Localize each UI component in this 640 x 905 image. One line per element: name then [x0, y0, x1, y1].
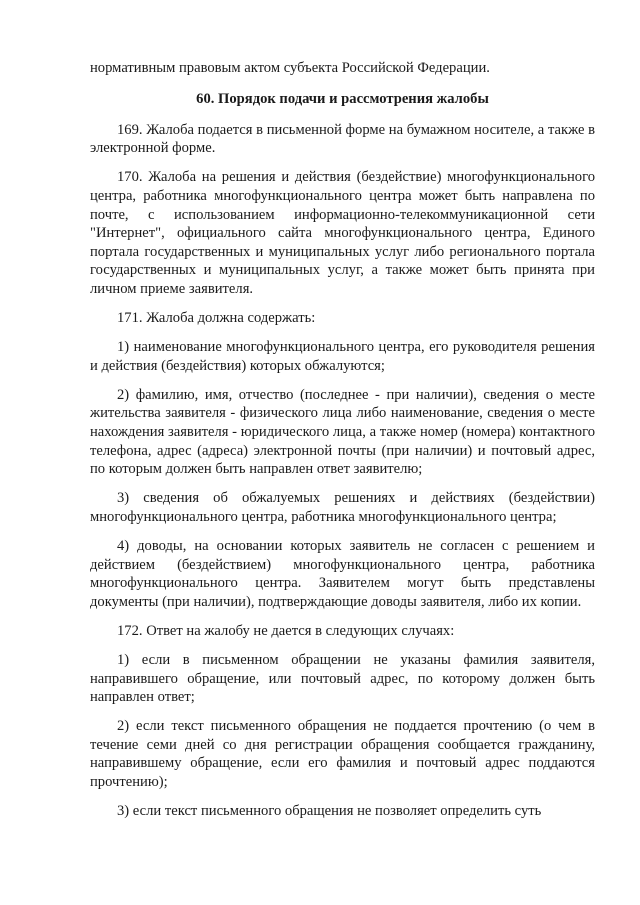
paragraph-172-item-2: 2) если текст письменного обращения не поддается прочтению (о чем в течение семи дней со дня регистрации обращения сообщается гражданину, направившему обращение, если его фамилия и почтовый адрес поддаются прочтению); — [90, 718, 595, 790]
paragraph-171-item-1: 1) наименование многофункционального центра, его руководителя решения и действия (бездействия) которых обжалуются; — [90, 339, 595, 374]
document-body — [90, 59, 595, 831]
paragraph-169: 169. Жалоба подается в письменной форме на бумажном носителе, а также в электронной форме. — [90, 121, 595, 157]
paragraph-171-item-3: 3) сведения об обжалуемых решениях и действиях (бездействии) многофункционального центра, работника многофункционального центра; — [90, 490, 595, 525]
section-heading: 60. Порядок подачи и рассмотрения жалобы — [196, 90, 489, 107]
paragraph-172-item-3: 3) если текст письменного обращения не позволяет определить суть — [117, 803, 542, 820]
paragraph-170: 170. Жалоба на решения и действия (бездействие) многофункционального центра, работника многофункционального центра может быть направлена по почте, с использованием информационно-телекоммуникационной сети "Интернет", официального сайта многофункционального центра, Единого портала государственных и муниципальных услуг либо регионального портала государственных и муниципальных услуг, а также может быть принята при личном приеме заявителя. — [90, 169, 595, 297]
paragraph-171-item-4: 4) доводы, на основании которых заявитель не согласен с решением и действием (бездействием) многофункционального центра, работника многофункционального центра. Заявителем могут быть представлены документы (при наличии), подтверждающие доводы заявителя, либо их копии. — [90, 537, 595, 610]
paragraph-172-item-1: 1) если в письменном обращении не указаны фамилия заявителя, направившего обращение, или почтовый адрес, по которому должен быть направлен ответ; — [90, 651, 595, 706]
paragraph-172: 172. Ответ на жалобу не дается в следующих случаях: — [117, 622, 455, 639]
paragraph-171: 171. Жалоба должна содержать: — [117, 310, 316, 327]
paragraph-171-item-2: 2) фамилию, имя, отчество (последнее - при наличии), сведения о месте жительства заявителя - физического лица либо наименование, сведения о месте нахождения заявителя - юридического лица, а также номер (номера) контактного телефона, адрес (адреса) электронной почты (при наличии) и почтовый адрес, по которым должен быть направлен ответ заявителю; — [90, 386, 595, 478]
continuation-text: нормативным правовым актом субъекта Российской Федерации. — [90, 60, 490, 76]
